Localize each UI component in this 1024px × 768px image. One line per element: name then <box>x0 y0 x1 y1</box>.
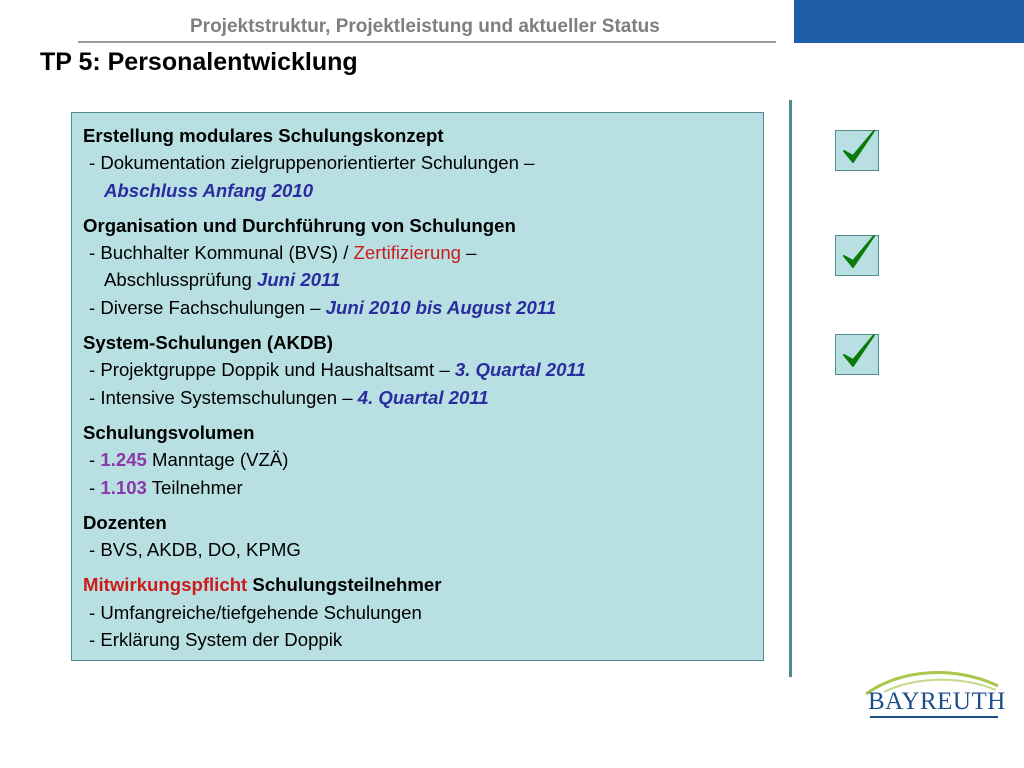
section-mitwirkungspflicht <box>83 571 763 653</box>
section-heading: Dozenten <box>83 511 167 533</box>
item-text: – <box>461 242 477 264</box>
list-item: - BVS, AKDB, DO, KPMG <box>89 539 301 561</box>
section-heading: System-Schulungen (AKDB) <box>83 332 333 354</box>
check-icon <box>838 230 880 276</box>
item-text: Manntage (VZÄ) <box>146 449 289 471</box>
value-text: 1.245 <box>100 449 147 471</box>
list-item: - Erklärung System der Doppik <box>89 629 343 651</box>
list-item <box>83 177 763 204</box>
header-rule <box>78 41 776 43</box>
section-heading <box>83 571 763 598</box>
list-item <box>83 294 763 321</box>
highlight-text: Zertifizierung <box>353 242 462 264</box>
section-schulungskonzept <box>83 122 763 204</box>
item-text: - Intensive Systemschulungen – <box>89 386 358 408</box>
item-text: Teilnehmer <box>146 476 243 498</box>
value-text: 1.103 <box>100 476 147 498</box>
slide-subtitle: Projektstruktur, Projektleistung und aktueller Status <box>190 16 660 37</box>
list-item <box>83 446 763 473</box>
item-text: Abschlussprüfung <box>104 269 257 291</box>
list-item <box>83 239 763 266</box>
logo-underline <box>870 716 998 718</box>
list-item: - Umfangreiche/tiefgehende Schulungen <box>89 601 422 623</box>
date-text: 4. Quartal 2011 <box>357 386 489 408</box>
item-text: - Diverse Fachschulungen – <box>89 296 326 318</box>
bayreuth-logo: BAYREUTH <box>868 688 1006 715</box>
item-text: - <box>89 449 101 471</box>
item-text: - <box>89 476 101 498</box>
section-system-schulungen <box>83 329 763 411</box>
date-text: Juni 2010 bis August 2011 <box>325 296 557 318</box>
checkbox-checked <box>835 334 879 375</box>
vertical-divider <box>789 100 792 677</box>
list-item <box>83 356 763 383</box>
content-box <box>71 112 764 661</box>
check-icon <box>838 329 880 375</box>
checkbox-checked <box>835 235 879 276</box>
checkbox-checked <box>835 130 879 171</box>
list-item <box>83 266 763 293</box>
section-organisation <box>83 212 763 321</box>
section-dozenten <box>83 509 763 564</box>
highlight-text: Mitwirkungspflicht <box>83 574 248 596</box>
check-icon <box>838 125 880 171</box>
list-item: - Dokumentation zielgruppenorientierter Schulungen – <box>89 152 535 174</box>
date-text: Abschluss Anfang 2010 <box>104 179 314 201</box>
section-schulungsvolumen <box>83 419 763 501</box>
list-item <box>83 474 763 501</box>
date-text: 3. Quartal 2011 <box>454 359 586 381</box>
section-heading: Organisation und Durchführung von Schulungen <box>83 214 516 236</box>
header-corner-bar <box>794 0 1024 43</box>
list-item <box>83 384 763 411</box>
date-text: Juni 2011 <box>256 269 341 291</box>
section-heading: Erstellung modulares Schulungskonzept <box>83 125 444 146</box>
section-heading: Schulungsvolumen <box>83 421 255 443</box>
item-text: - Projektgruppe Doppik und Haushaltsamt – <box>89 359 455 381</box>
item-text: - Buchhalter Kommunal (BVS) / <box>89 242 354 264</box>
slide-title: TP 5: Personalentwicklung <box>40 48 358 76</box>
heading-text: Schulungsteilnehmer <box>247 574 442 596</box>
